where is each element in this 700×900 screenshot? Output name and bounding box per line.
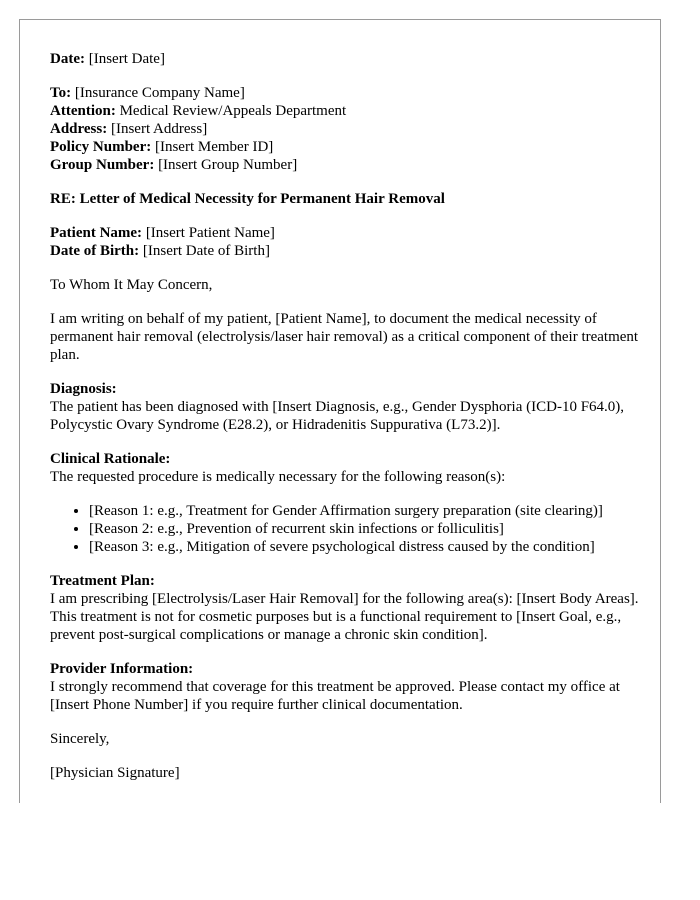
group-label: Group Number: <box>50 157 155 173</box>
policy-line <box>50 138 650 156</box>
date-label: Date: <box>50 51 85 67</box>
diagnosis-text: The patient has been diagnosed with [Insert Diagnosis, e.g., Gender Dysphoria (ICD-10 F64.0), Polycystic Ovary Syndrome (E28.2), or Hidradenitis Suppurativa (L73.2)]. <box>50 399 625 433</box>
address-value: [Insert Address] <box>110 121 208 137</box>
intro-paragraph: I am writing on behalf of my patient, [Patient Name], to document the medical necessity of permanent hair removal (electrolysis/laser hair removal) as a critical component of their treatment plan. <box>50 311 639 363</box>
date-value: [Insert Date] <box>88 51 165 67</box>
provider-section <box>50 660 650 714</box>
reasons-list <box>50 502 650 556</box>
rationale-section <box>50 450 650 556</box>
subject-line <box>50 190 650 208</box>
address-line <box>50 120 650 138</box>
patient-name-line <box>50 224 650 242</box>
patient-name-label: Patient Name: <box>50 225 143 241</box>
diagnosis-heading: Diagnosis: <box>50 381 117 397</box>
policy-label: Policy Number: <box>50 139 152 155</box>
attention-line <box>50 102 650 120</box>
policy-value: [Insert Member ID] <box>154 139 274 155</box>
group-value: [Insert Group Number] <box>158 157 298 173</box>
dob-label: Date of Birth: <box>50 243 140 259</box>
recipient-block <box>50 84 650 174</box>
letter-body <box>50 50 650 798</box>
treatment-text: I am prescribing [Electrolysis/Laser Hair Removal] for the following area(s): [Insert Body Areas]. This treatment is not for cosmetic purposes but is a functional requirement to [Insert Goal, e.g., prevent post-surgical complications or manage a chronic skin condition]. <box>50 591 639 643</box>
letter-page <box>19 19 661 803</box>
attention-value: Medical Review/Appeals Department <box>119 103 347 119</box>
provider-heading: Provider Information: <box>50 661 194 677</box>
dob-value: [Insert Date of Birth] <box>142 243 270 259</box>
diagnosis-section <box>50 380 650 434</box>
reason-item: • [Reason 1: e.g., Treatment for Gender Affirmation surgery preparation (site clearing)] <box>89 502 650 520</box>
treatment-section <box>50 572 650 644</box>
patient-name-value: [Insert Patient Name] <box>145 225 275 241</box>
to-line <box>50 84 650 102</box>
patient-block <box>50 224 650 260</box>
date-line <box>50 50 650 68</box>
provider-text: I strongly recommend that coverage for this treatment be approved. Please contact my office at [Insert Phone Number] if you require further clinical documentation. <box>50 679 620 713</box>
attention-label: Attention: <box>50 103 116 119</box>
signature: [Physician Signature] <box>50 765 180 781</box>
group-line <box>50 156 650 174</box>
rationale-heading: Clinical Rationale: <box>50 451 171 467</box>
closing: Sincerely, <box>50 731 110 747</box>
treatment-heading: Treatment Plan: <box>50 573 155 589</box>
reason-item: • [Reason 2: e.g., Prevention of recurrent skin infections or folliculitis] <box>89 520 650 538</box>
rationale-text: The requested procedure is medically necessary for the following reason(s): <box>50 469 506 485</box>
address-label: Address: <box>50 121 108 137</box>
salutation: To Whom It May Concern, <box>50 277 213 293</box>
to-value: [Insurance Company Name] <box>74 85 245 101</box>
reason-item: • [Reason 3: e.g., Mitigation of severe psychological distress caused by the condition] <box>89 538 650 556</box>
subject-text: RE: Letter of Medical Necessity for Permanent Hair Removal <box>50 191 445 207</box>
dob-line <box>50 242 650 260</box>
to-label: To: <box>50 85 72 101</box>
